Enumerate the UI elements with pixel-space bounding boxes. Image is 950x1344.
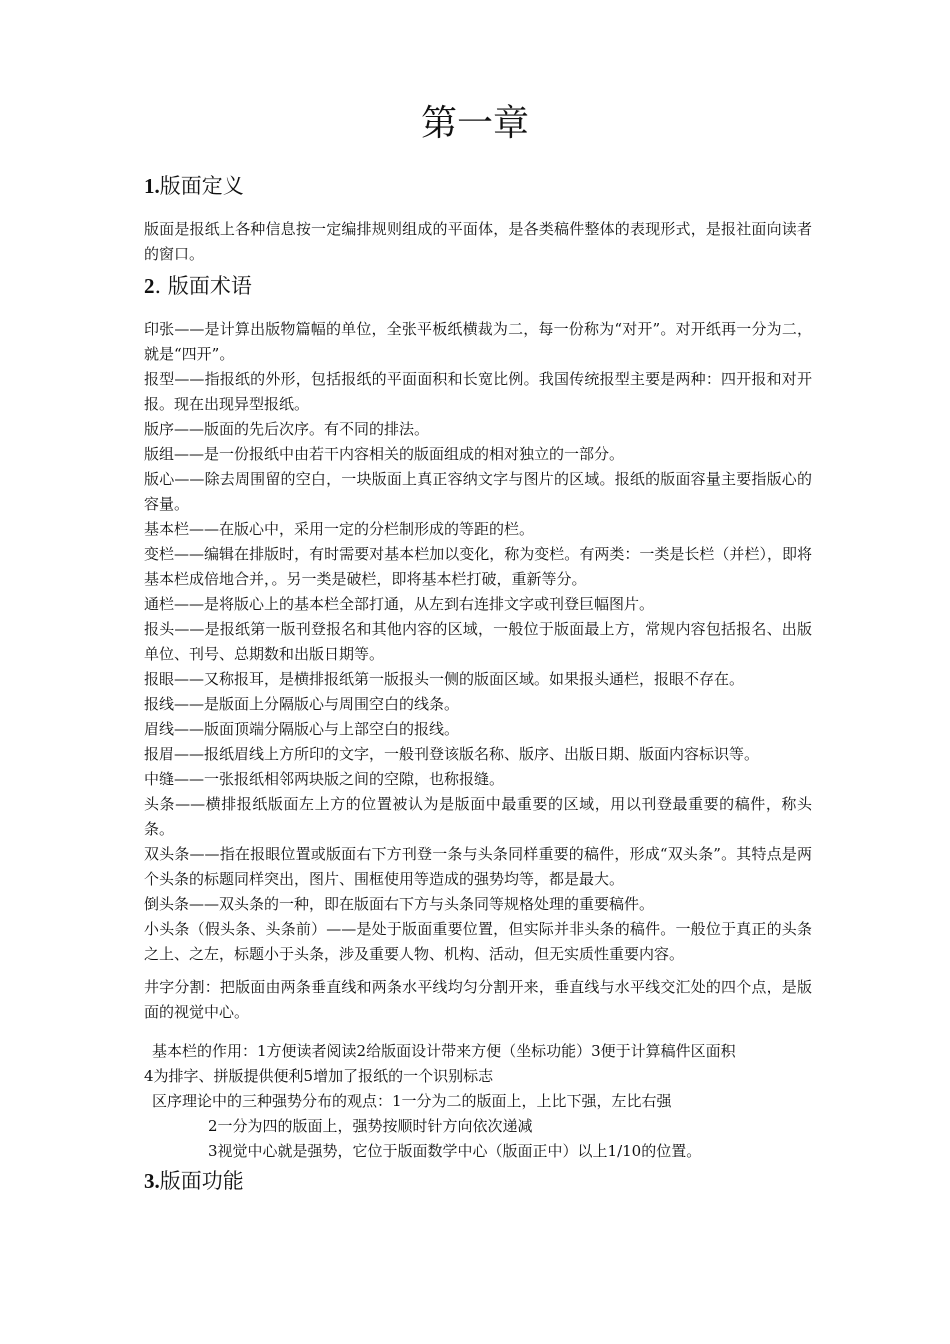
term-item: 倒头条——双头条的一种，即在版面右下方与头条同等规格处理的重要稿件。	[144, 895, 655, 913]
term-item: 报眼——又称报耳，是横排报纸第一版报头一侧的版面区域。如果报头通栏，报眼不存在。	[144, 670, 745, 688]
term-item: 通栏——是将版心上的基本栏全部打通，从左到右连排文字或刊登巨幅图片。	[144, 595, 655, 613]
grid-division-paragraph: 井字分割：把版面由两条垂直线和两条水平线均匀分割开来，垂直线与水平线交汇处的四个点，是版面的视觉中心。	[144, 978, 812, 1021]
term-item: 版心——除去周围留的空白，一块版面上真正容纳文字与图片的区域。报纸的版面容量主要指版心的容量。	[144, 470, 812, 513]
section-title: . 版面术语	[154, 274, 252, 298]
term-item: 版序——版面的先后次序。有不同的排法。	[144, 420, 430, 438]
section-number: 1.	[144, 174, 160, 198]
term-item: 眉线——版面顶端分隔版心与上部空白的报线。	[144, 720, 460, 738]
term-item: 版组——是一份报纸中由若干内容相关的版面组成的相对独立的一部分。	[144, 445, 625, 463]
section-heading-terms	[144, 272, 252, 300]
term-item: 印张——是计算出版物篇幅的单位，全张平板纸横裁为二，每一份称为“对开”。对开纸再一分为二，就是“四开”。	[144, 320, 812, 363]
term-item: 报眉——报纸眉线上方所印的文字，一般刊登该版名称、版序、出版日期、版面内容标识等。	[144, 745, 760, 763]
section-number: 3.	[144, 1169, 160, 1193]
section-title: 版面定义	[159, 174, 244, 198]
term-item: 中缝——一张报纸相邻两块版之间的空隙，也称报缝。	[144, 770, 505, 788]
basic-column-use-line-2: 4为排字、拼版提供便利5增加了报纸的一个识别标志	[144, 1067, 494, 1085]
term-item: 报型——指报纸的外形，包括报纸的平面面积和长宽比例。我国传统报型主要是两种：四开报和对开报。现在出现异型报纸。	[144, 370, 812, 413]
zone-theory-line-3: 3视觉中心就是强势，它位于版面数学中心（版面正中）以上1/10的位置。	[208, 1142, 702, 1160]
basic-column-use-line-1: 基本栏的作用：1方便读者阅读2给版面设计带来方便（坐标功能）3便于计算稿件区面积	[152, 1042, 736, 1060]
term-item: 变栏——编辑在排版时，有时需要对基本栏加以变化，称为变栏。有两类：一类是长栏（并栏），即将基本栏成倍地合并，。另一类是破栏，即将基本栏打破，重新等分。	[144, 545, 812, 588]
chapter-title: 第一章	[420, 103, 529, 144]
term-item: 头条——横排报纸版面左上方的位置被认为是版面中最重要的区域，用以刊登最重要的稿件，称头条。	[144, 795, 812, 838]
term-item: 报线——是版面上分隔版心与周围空白的线条。	[144, 695, 460, 713]
zone-theory-line-2: 2一分为四的版面上，强势按顺时针方向依次递减	[208, 1117, 533, 1135]
term-item: 小头条（假头条、头条前）——是处于版面重要位置，但实际并非头条的稿件。一般位于真正的头条之上、之左，标题小于头条，涉及重要人物、机构、活动，但无实质性重要内容。	[144, 920, 812, 963]
zone-theory-line-1: 区序理论中的三种强势分布的观点：1一分为二的版面上，上比下强，左比右强	[152, 1092, 672, 1110]
term-item: 基本栏——在版心中，采用一定的分栏制形成的等距的栏。	[144, 520, 535, 538]
definition-paragraph: 版面是报纸上各种信息按一定编排规则组成的平面体，是各类稿件整体的表现形式，是报社面向读者的窗口。	[144, 220, 812, 263]
section-heading-definition	[144, 172, 244, 200]
section-number: 2	[144, 274, 155, 298]
section-heading-functions	[144, 1167, 244, 1195]
section-title: 版面功能	[159, 1169, 244, 1193]
term-item: 双头条——指在报眼位置或版面右下方刊登一条与头条同样重要的稿件，形成“双头条”。其特点是两个头条的标题同样突出，图片、围框使用等造成的强势均等，都是最大。	[144, 845, 812, 888]
term-item: 报头——是报纸第一版刊登报名和其他内容的区域，一般位于版面最上方，常规内容包括报名、出版单位、刊号、总期数和出版日期等。	[144, 620, 812, 663]
